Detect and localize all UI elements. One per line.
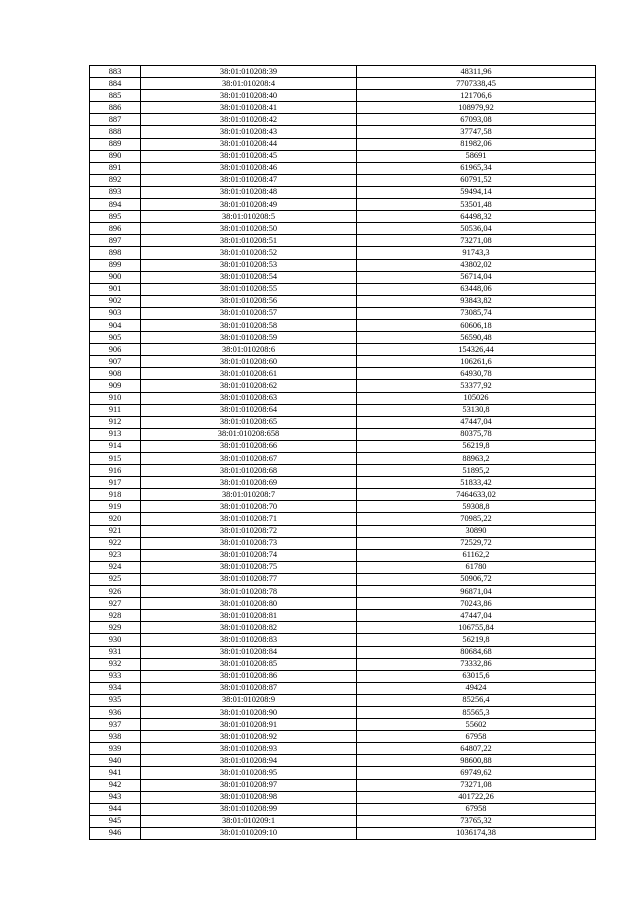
row-number-cell: 919 [90,501,141,513]
cadastral-number-cell: 38:01:010208:87 [141,682,357,694]
cadastral-value-cell: 70243,86 [357,598,596,610]
cadastral-number-cell: 38:01:010208:77 [141,573,357,585]
table-row [90,767,596,779]
table-row [90,162,596,174]
cadastral-value-cell: 73271,08 [357,235,596,247]
cadastral-number-cell: 38:01:010208:6 [141,344,357,356]
table-row [90,235,596,247]
row-number-cell: 889 [90,138,141,150]
row-number-cell: 942 [90,779,141,791]
cadastral-value-cell: 47447,04 [357,610,596,622]
row-number-cell: 922 [90,537,141,549]
cadastral-value-cell: 108979,92 [357,102,596,114]
cadastral-number-cell: 38:01:010208:50 [141,223,357,235]
cadastral-number-cell: 38:01:010208:42 [141,114,357,126]
cadastral-number-cell: 38:01:010208:84 [141,646,357,658]
cadastral-value-cell: 48311,96 [357,66,596,78]
row-number-cell: 912 [90,416,141,428]
cadastral-number-cell: 38:01:010208:80 [141,598,357,610]
row-number-cell: 936 [90,706,141,718]
cadastral-value-cell: 121706,6 [357,90,596,102]
cadastral-number-cell: 38:01:010208:658 [141,428,357,440]
cadastral-number-cell: 38:01:010208:52 [141,247,357,259]
row-number-cell: 940 [90,755,141,767]
table-row [90,489,596,501]
table-body [90,66,596,840]
table-row [90,199,596,211]
table-row [90,658,596,670]
row-number-cell: 905 [90,332,141,344]
cadastral-number-cell: 38:01:010208:74 [141,549,357,561]
row-number-cell: 932 [90,658,141,670]
table-row [90,465,596,477]
table-row [90,670,596,682]
row-number-cell: 903 [90,307,141,319]
row-number-cell: 916 [90,465,141,477]
cadastral-number-cell: 38:01:010208:71 [141,513,357,525]
cadastral-number-cell: 38:01:010208:82 [141,622,357,634]
table-row [90,428,596,440]
row-number-cell: 892 [90,174,141,186]
cadastral-number-cell: 38:01:010208:78 [141,586,357,598]
cadastral-value-cell: 43802,02 [357,259,596,271]
table-row [90,477,596,489]
row-number-cell: 937 [90,719,141,731]
cadastral-value-cell: 56219,8 [357,440,596,452]
cadastral-number-cell: 38:01:010208:66 [141,440,357,452]
table-row [90,634,596,646]
cadastral-number-cell: 38:01:010209:10 [141,827,357,839]
cadastral-value-cell: 61162,2 [357,549,596,561]
table-row [90,706,596,718]
row-number-cell: 894 [90,199,141,211]
table-row [90,332,596,344]
row-number-cell: 935 [90,694,141,706]
table-row [90,319,596,331]
cadastral-value-cell: 70985,22 [357,513,596,525]
cadastral-number-cell: 38:01:010208:60 [141,356,357,368]
table-row [90,150,596,162]
row-number-cell: 931 [90,646,141,658]
row-number-cell: 923 [90,549,141,561]
row-number-cell: 898 [90,247,141,259]
row-number-cell: 909 [90,380,141,392]
cadastral-number-cell: 38:01:010208:97 [141,779,357,791]
table-row [90,259,596,271]
row-number-cell: 925 [90,573,141,585]
row-number-cell: 929 [90,622,141,634]
cadastral-value-cell: 73085,74 [357,307,596,319]
row-number-cell: 901 [90,283,141,295]
cadastral-number-cell: 38:01:010208:47 [141,174,357,186]
table-row [90,404,596,416]
row-number-cell: 887 [90,114,141,126]
row-number-cell: 908 [90,368,141,380]
table-row [90,694,596,706]
table-row [90,138,596,150]
table-row [90,223,596,235]
cadastral-number-cell: 38:01:010208:4 [141,78,357,90]
cadastral-value-cell: 59494,14 [357,186,596,198]
cadastral-number-cell: 38:01:010208:53 [141,259,357,271]
row-number-cell: 941 [90,767,141,779]
cadastral-number-cell: 38:01:010208:39 [141,66,357,78]
table-row [90,114,596,126]
cadastral-number-cell: 38:01:010208:51 [141,235,357,247]
row-number-cell: 928 [90,610,141,622]
cadastral-value-table [89,65,596,840]
cadastral-value-cell: 47447,04 [357,416,596,428]
cadastral-number-cell: 38:01:010208:63 [141,392,357,404]
cadastral-value-cell: 73765,32 [357,815,596,827]
row-number-cell: 934 [90,682,141,694]
cadastral-number-cell: 38:01:010208:95 [141,767,357,779]
table-row [90,90,596,102]
cadastral-number-cell: 38:01:010208:55 [141,283,357,295]
table-row [90,344,596,356]
table-row [90,573,596,585]
cadastral-value-cell: 105026 [357,392,596,404]
table-row [90,295,596,307]
table-row [90,186,596,198]
cadastral-number-cell: 38:01:010208:46 [141,162,357,174]
cadastral-value-cell: 401722,26 [357,791,596,803]
cadastral-value-cell: 69749,62 [357,767,596,779]
cadastral-value-cell: 98600,88 [357,755,596,767]
cadastral-value-cell: 58691 [357,150,596,162]
row-number-cell: 895 [90,211,141,223]
cadastral-value-cell: 53377,92 [357,380,596,392]
table-row [90,307,596,319]
row-number-cell: 915 [90,453,141,465]
table-row [90,827,596,839]
cadastral-number-cell: 38:01:010208:91 [141,719,357,731]
cadastral-value-cell: 72529,72 [357,537,596,549]
cadastral-value-cell: 85565,3 [357,706,596,718]
table-row [90,791,596,803]
table-row [90,78,596,90]
cadastral-number-cell: 38:01:010208:5 [141,211,357,223]
cadastral-value-cell: 61780 [357,561,596,573]
cadastral-value-cell: 53501,48 [357,199,596,211]
table-row [90,743,596,755]
row-number-cell: 899 [90,259,141,271]
table-row [90,598,596,610]
row-number-cell: 924 [90,561,141,573]
cadastral-value-cell: 80684,68 [357,646,596,658]
cadastral-value-cell: 91743,3 [357,247,596,259]
cadastral-number-cell: 38:01:010208:44 [141,138,357,150]
table-row [90,392,596,404]
cadastral-number-cell: 38:01:010208:57 [141,307,357,319]
table-row [90,440,596,452]
cadastral-number-cell: 38:01:010208:49 [141,199,357,211]
row-number-cell: 886 [90,102,141,114]
row-number-cell: 933 [90,670,141,682]
cadastral-number-cell: 38:01:010208:70 [141,501,357,513]
cadastral-value-cell: 56219,8 [357,634,596,646]
table-row [90,803,596,815]
cadastral-number-cell: 38:01:010208:86 [141,670,357,682]
row-number-cell: 885 [90,90,141,102]
table-row [90,126,596,138]
table-row [90,525,596,537]
table-row [90,586,596,598]
cadastral-number-cell: 38:01:010208:56 [141,295,357,307]
cadastral-number-cell: 38:01:010208:65 [141,416,357,428]
cadastral-value-cell: 49424 [357,682,596,694]
table-row [90,779,596,791]
table-row [90,755,596,767]
cadastral-number-cell: 38:01:010208:48 [141,186,357,198]
cadastral-number-cell: 38:01:010208:68 [141,465,357,477]
row-number-cell: 938 [90,731,141,743]
cadastral-value-cell: 60606,18 [357,319,596,331]
row-number-cell: 917 [90,477,141,489]
row-number-cell: 944 [90,803,141,815]
cadastral-number-cell: 38:01:010208:81 [141,610,357,622]
row-number-cell: 930 [90,634,141,646]
cadastral-value-cell: 51895,2 [357,465,596,477]
cadastral-number-cell: 38:01:010208:40 [141,90,357,102]
table-row [90,453,596,465]
cadastral-number-cell: 38:01:010208:67 [141,453,357,465]
cadastral-number-cell: 38:01:010208:75 [141,561,357,573]
cadastral-number-cell: 38:01:010208:62 [141,380,357,392]
row-number-cell: 914 [90,440,141,452]
row-number-cell: 902 [90,295,141,307]
row-number-cell: 907 [90,356,141,368]
row-number-cell: 884 [90,78,141,90]
row-number-cell: 906 [90,344,141,356]
row-number-cell: 896 [90,223,141,235]
cadastral-number-cell: 38:01:010208:92 [141,731,357,743]
cadastral-value-cell: 61965,34 [357,162,596,174]
cadastral-number-cell: 38:01:010208:59 [141,332,357,344]
cadastral-value-cell: 67958 [357,731,596,743]
cadastral-number-cell: 38:01:010208:83 [141,634,357,646]
row-number-cell: 913 [90,428,141,440]
cadastral-value-cell: 56590,48 [357,332,596,344]
row-number-cell: 945 [90,815,141,827]
cadastral-value-cell: 106261,6 [357,356,596,368]
cadastral-number-cell: 38:01:010208:43 [141,126,357,138]
table-row [90,549,596,561]
row-number-cell: 921 [90,525,141,537]
cadastral-value-cell: 1036174,38 [357,827,596,839]
cadastral-number-cell: 38:01:010208:9 [141,694,357,706]
cadastral-value-cell: 73332,86 [357,658,596,670]
row-number-cell: 888 [90,126,141,138]
cadastral-value-cell: 64498,32 [357,211,596,223]
cadastral-number-cell: 38:01:010208:73 [141,537,357,549]
cadastral-value-cell: 154326,44 [357,344,596,356]
cadastral-number-cell: 38:01:010208:41 [141,102,357,114]
cadastral-number-cell: 38:01:010208:58 [141,319,357,331]
cadastral-number-cell: 38:01:010208:72 [141,525,357,537]
table-row [90,622,596,634]
table-row [90,380,596,392]
cadastral-value-cell: 53130,8 [357,404,596,416]
cadastral-value-cell: 81982,06 [357,138,596,150]
cadastral-value-cell: 96871,04 [357,586,596,598]
cadastral-value-cell: 7464633,02 [357,489,596,501]
table-row [90,174,596,186]
table-row [90,102,596,114]
cadastral-number-cell: 38:01:010208:99 [141,803,357,815]
cadastral-value-cell: 93843,82 [357,295,596,307]
table-row [90,537,596,549]
cadastral-value-cell: 63448,06 [357,283,596,295]
cadastral-number-cell: 38:01:010208:85 [141,658,357,670]
cadastral-value-cell: 106755,84 [357,622,596,634]
cadastral-number-cell: 38:01:010208:98 [141,791,357,803]
table-row [90,416,596,428]
cadastral-value-cell: 37747,58 [357,126,596,138]
cadastral-value-cell: 88963,2 [357,453,596,465]
table-row [90,66,596,78]
cadastral-value-cell: 60791,52 [357,174,596,186]
cadastral-value-cell: 73271,08 [357,779,596,791]
row-number-cell: 926 [90,586,141,598]
table-row [90,513,596,525]
cadastral-value-cell: 30890 [357,525,596,537]
cadastral-value-cell: 56714,04 [357,271,596,283]
row-number-cell: 883 [90,66,141,78]
table-row [90,247,596,259]
row-number-cell: 911 [90,404,141,416]
cadastral-value-cell: 51833,42 [357,477,596,489]
row-number-cell: 920 [90,513,141,525]
table-row [90,610,596,622]
cadastral-value-cell: 7707338,45 [357,78,596,90]
cadastral-value-cell: 55602 [357,719,596,731]
table-row [90,561,596,573]
table-row [90,815,596,827]
row-number-cell: 943 [90,791,141,803]
table-row [90,731,596,743]
row-number-cell: 946 [90,827,141,839]
cadastral-number-cell: 38:01:010208:45 [141,150,357,162]
row-number-cell: 927 [90,598,141,610]
cadastral-number-cell: 38:01:010208:54 [141,271,357,283]
table-row [90,283,596,295]
table-row [90,356,596,368]
row-number-cell: 910 [90,392,141,404]
cadastral-value-cell: 80375,78 [357,428,596,440]
row-number-cell: 939 [90,743,141,755]
table-row [90,368,596,380]
table-row [90,682,596,694]
cadastral-value-cell: 67093,08 [357,114,596,126]
cadastral-number-cell: 38:01:010208:61 [141,368,357,380]
cadastral-value-cell: 59308,8 [357,501,596,513]
table-row [90,646,596,658]
cadastral-value-cell: 64930,78 [357,368,596,380]
table-row [90,271,596,283]
row-number-cell: 918 [90,489,141,501]
row-number-cell: 900 [90,271,141,283]
cadastral-value-cell: 63015,6 [357,670,596,682]
row-number-cell: 891 [90,162,141,174]
table-row [90,211,596,223]
cadastral-value-cell: 67958 [357,803,596,815]
table-row [90,719,596,731]
cadastral-number-cell: 38:01:010208:90 [141,706,357,718]
row-number-cell: 897 [90,235,141,247]
cadastral-value-cell: 50906,72 [357,573,596,585]
cadastral-number-cell: 38:01:010208:94 [141,755,357,767]
cadastral-value-cell: 64807,22 [357,743,596,755]
cadastral-number-cell: 38:01:010208:93 [141,743,357,755]
cadastral-number-cell: 38:01:010208:7 [141,489,357,501]
row-number-cell: 893 [90,186,141,198]
row-number-cell: 904 [90,319,141,331]
table-row [90,501,596,513]
row-number-cell: 890 [90,150,141,162]
cadastral-value-cell: 50536,04 [357,223,596,235]
cadastral-value-cell: 85256,4 [357,694,596,706]
cadastral-number-cell: 38:01:010208:64 [141,404,357,416]
cadastral-number-cell: 38:01:010209:1 [141,815,357,827]
cadastral-number-cell: 38:01:010208:69 [141,477,357,489]
